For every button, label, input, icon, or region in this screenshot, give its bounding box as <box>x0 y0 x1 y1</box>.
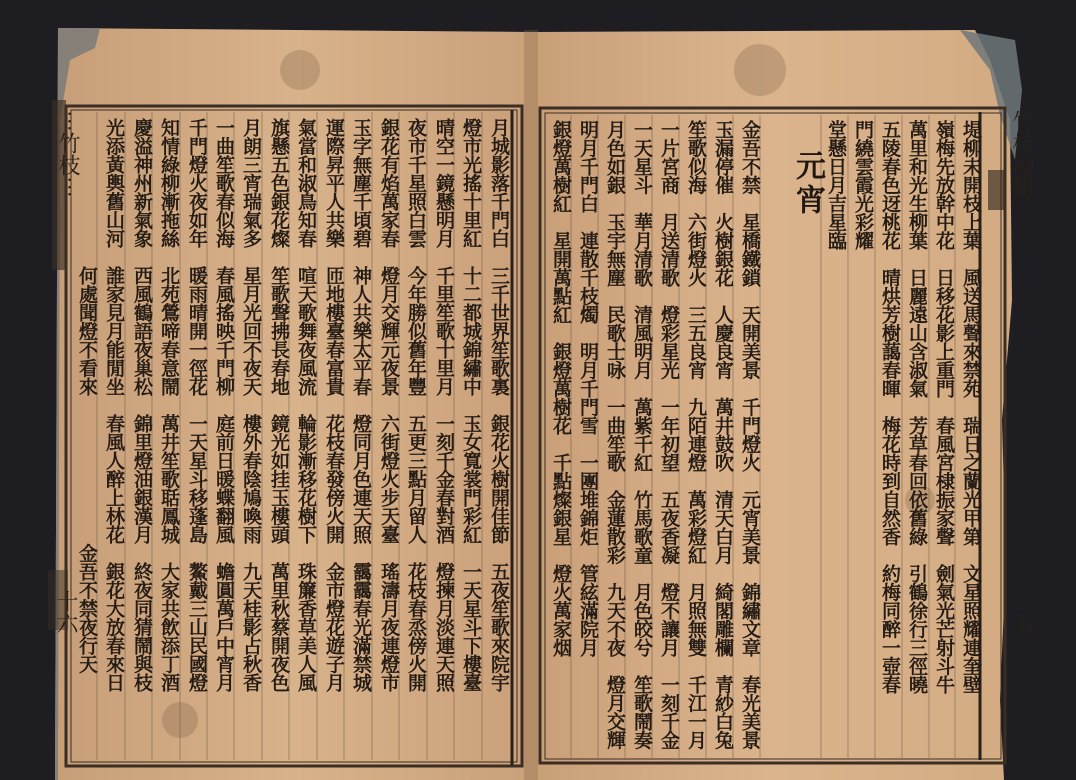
right-column-6: 堂懸日月吉星臨 <box>825 120 847 250</box>
section-title-yuanxiao: 元宵 <box>790 150 825 218</box>
left-column-15: 光添黃輿舊山河 誰家見月能閒坐 春風人醉上林花 銀花大放春來日 <box>103 118 125 692</box>
left-column-5: 銀花有焰萬家春 燈月交輝元夜景 六街燈火步天臺 瑤濤月夜連燈市 <box>378 118 400 692</box>
right-page-header: 竹枝詞類⋯ <box>1009 110 1034 220</box>
left-column-3: 晴空一鏡懸明月 千里笙歌十里月 一刻千金春對酒 燈揀月淡連天照 <box>433 118 455 692</box>
left-column-12: 千門燈火夜如年 暖雨晴開一徑花 一天星斗移蓬島 鰲戴三山民國燈 <box>186 118 208 692</box>
left-column-2: 燈市光搖十里紅 十二都城錦繡中 玉女寬裳門彩紅 一天星斗下樓臺 <box>460 118 482 692</box>
right-column-12: 月色如銀 玉宇無塵 民歌士咏 一曲笙歌 金蓮散彩 九天不夜 燈月交輝 <box>604 120 626 749</box>
right-column-8: 玉漏停催 火樹銀花 人慶良宵 萬井鼓吹 清天白月 綺閣雕欄 青紗白兔 <box>712 120 734 749</box>
left-page-header: ⋯竹枝⋯ <box>55 110 80 198</box>
left-column-16: 何處聞燈不看來 金吾不禁夜行天 <box>76 118 98 673</box>
right-column-9: 笙歌似海 六街燈火 三五良宵 九陌連燈 萬彩燈紅 月照無雙 千江一月 <box>685 120 707 749</box>
right-column-13: 明月千門白 連散千枝燭 明月千門雪 一團堆錦炬 管絃滿院月 <box>577 120 599 657</box>
right-column-7: 金吾不禁 星橋鐵鎖 天開美景 千門燈火 元宵美景 錦繡文章 春光美景 <box>739 120 761 749</box>
right-column-14: 銀燈萬樹紅 星開萬點紅 銀燈萬樹花 千點燦銀星 燈火萬家烟 <box>550 120 572 657</box>
right-column-10: 一片宮商 月送清歌 燈彩星光 一年初望 五夜香凝 燈不讓月 一刻千金 <box>658 120 680 749</box>
right-column-4: 五陵春色迓桃花 晴烘芳樹藹春暉 梅花時到自然香 約梅同醉一壺春 <box>879 120 901 694</box>
right-column-5: 門繞雲霞光彩耀 <box>852 120 874 250</box>
left-column-7: 運際昇平人共樂 匝地樓臺春富貴 花枝春發傍火開 金市燈花遊子月 <box>323 118 345 692</box>
right-column-2: 嶺梅先放幹中花 日移花影上重門 春風宮棣振家聲 劍氣光芒射斗牛 <box>933 120 955 694</box>
left-column-6: 玉字無塵千頃碧 神人共樂太平春 燈同月色連天照 靄靄春光滿禁城 <box>350 118 372 692</box>
left-column-1: 月城影落千門白 三千世界笙歌裏 銀花火樹開佳節 五夜笙歌來院宇 <box>488 118 510 692</box>
left-column-10: 月朗三宵瑞氣多 星月光回不夜天 樓外春陰鳩喚雨 九天桂影占秋香 <box>240 118 262 692</box>
right-page-folio: 五 <box>1011 612 1036 634</box>
right-column-11: 一天星斗 華月清歌 清風明月 萬紫千紅 竹馬歌童 月色皎兮 笙歌鬧奏 <box>631 120 653 749</box>
left-column-11: 一曲笙歌春似海 春風搖映千門柳 庭前日暖蝶翻風 蟾圓萬戶中宵月 <box>213 118 235 692</box>
left-page-folio: 十六 <box>53 590 78 634</box>
left-column-14: 慶溢神州新氣象 西風鶴語夜巢松 錦里燈油銀漢月 終夜同猜鬧與枝 <box>131 118 153 692</box>
left-column-13: 知情綠柳漸拖絲 北苑鶯啼春意鬧 萬井笙歌聒鳳城 大家共飲添丁酒 <box>158 118 180 692</box>
left-column-4: 夜市千星照白雲 今年勝似舊年豐 五更三點月留人 花枝春烝傍火開 <box>405 118 427 692</box>
left-column-8: 氣當和淑鳥知春 喧天歌舞夜風流 輪影漸移花樹下 珠簾香草美人風 <box>295 118 317 692</box>
right-column-3: 萬里和光生柳葉 日麗遠山含淑氣 芳草春回依舊綠 引鶴徐行三徑曉 <box>906 120 928 694</box>
left-column-9: 旗懸五色銀花燦 笙歌聲拂長春地 鏡光如挂玉樓頭 萬里秋蔡開夜色 <box>268 118 290 692</box>
right-column-1: 堤柳未開枝上葉 風送馬聲來禁苑 瑞日之蘭光甲第 文星照耀連奎壁 <box>960 120 982 694</box>
